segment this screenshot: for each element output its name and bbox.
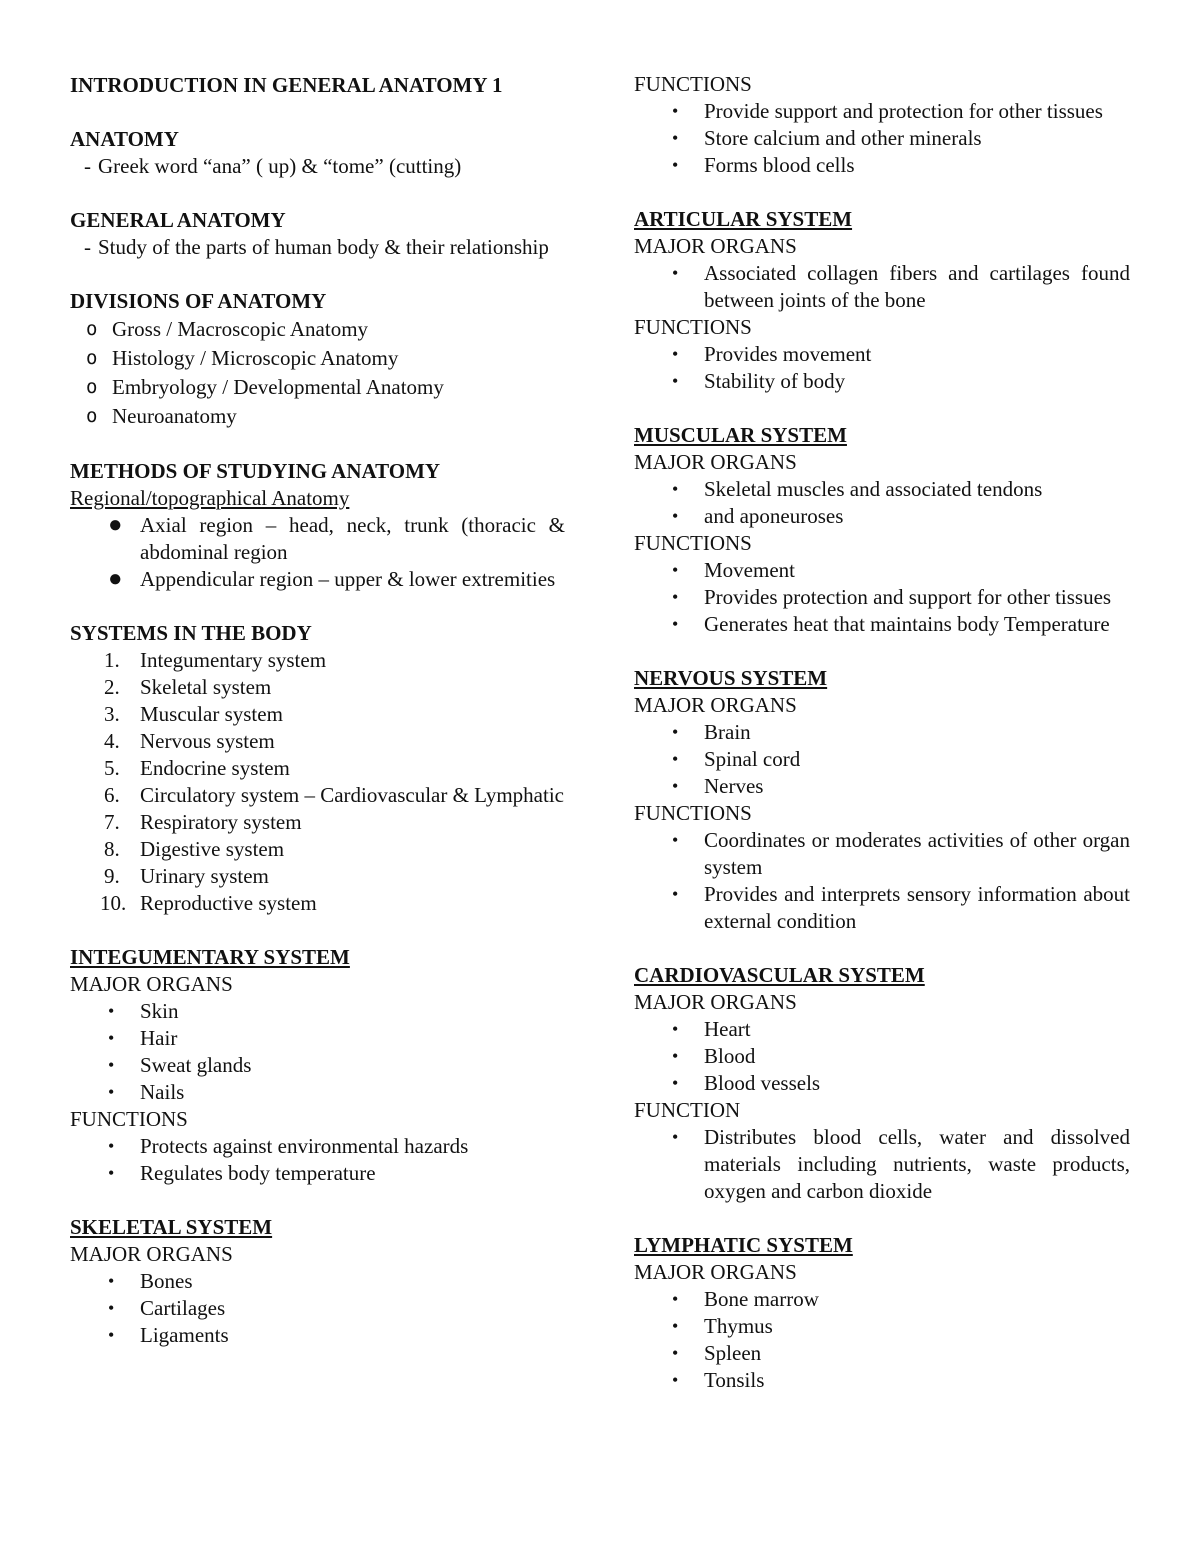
list-item: • Provides movement — [672, 342, 872, 366]
list-item: • Bones — [108, 1269, 193, 1293]
list-item: • Generates heat that maintains body Temperature — [672, 612, 1110, 636]
divisions-heading: DIVISIONS OF ANATOMY — [70, 289, 327, 313]
dash-marker: - — [84, 235, 91, 259]
list-item: • Provides protection and support for other tissues — [672, 585, 1112, 609]
list-item: 1. Integumentary system — [104, 648, 327, 672]
list-item: 6. Circulatory system – Cardiovascular & Lymphatic — [104, 783, 564, 807]
list-item: • Nerves — [672, 774, 764, 798]
list-item: 3. Muscular system — [104, 702, 283, 726]
functions-label: FUNCTIONS — [634, 531, 752, 555]
list-item: 4. Nervous system — [104, 729, 275, 753]
nervous-heading: NERVOUS SYSTEM — [634, 666, 828, 690]
list-item: 8. Digestive system — [104, 837, 285, 861]
systems-heading: SYSTEMS IN THE BODY — [70, 621, 312, 645]
list-item: • Heart — [672, 1017, 751, 1041]
functions-label: FUNCTIONS — [70, 1107, 188, 1131]
list-item: o Embryology / Developmental Anatomy — [70, 373, 565, 402]
circle-marker: o — [86, 318, 98, 340]
list-item: • Protects against environmental hazards — [108, 1134, 469, 1158]
list-item: • Forms blood cells — [672, 153, 855, 177]
list-item: 2. Skeletal system — [104, 675, 272, 699]
methods-subheading: Regional/topographical Anatomy — [70, 486, 350, 510]
list-item: • Ligaments — [108, 1323, 229, 1347]
list-item: • Blood vessels — [672, 1071, 821, 1095]
list-item: 9. Urinary system — [104, 864, 269, 888]
organs-label: MAJOR ORGANS — [634, 693, 797, 717]
list-item: • Associated collagen fibers and cartilages found between joints of the bone — [672, 261, 1130, 312]
anatomy-heading: ANATOMY — [70, 127, 179, 151]
integumentary-heading: INTEGUMENTARY SYSTEM — [70, 945, 350, 969]
circle-marker: o — [86, 376, 98, 398]
list-item: • and aponeuroses — [672, 504, 844, 528]
list-item: • Stability of body — [672, 369, 846, 393]
organs-label: MAJOR ORGANS — [70, 972, 233, 996]
functions-label: FUNCTIONS — [634, 72, 752, 96]
document-title: INTRODUCTION IN GENERAL ANATOMY 1 — [70, 73, 503, 97]
circle-marker: o — [86, 347, 98, 369]
organs-label: MAJOR ORGANS — [634, 234, 797, 258]
lymphatic-heading: LYMPHATIC SYSTEM — [634, 1233, 853, 1257]
muscular-heading: MUSCULAR SYSTEM — [634, 423, 847, 447]
functions-label: FUNCTION — [634, 1098, 741, 1122]
list-item: • Hair — [108, 1026, 178, 1050]
methods-heading: METHODS OF STUDYING ANATOMY — [70, 459, 441, 483]
functions-label: FUNCTIONS — [634, 315, 752, 339]
organs-label: MAJOR ORGANS — [634, 1260, 797, 1284]
list-item: • Skin — [108, 999, 179, 1023]
list-item: • Provides and interprets sensory information about external condition — [672, 882, 1130, 933]
list-item: • Cartilages — [108, 1296, 226, 1320]
list-item: ● Axial region – head, neck, trunk (thoracic & abdominal region — [108, 512, 565, 564]
list-item: • Coordinates or moderates activities of other organ system — [672, 828, 1130, 879]
list-item: • Brain — [672, 720, 751, 744]
list-item: • Skeletal muscles and associated tendons — [672, 477, 1043, 501]
disc-marker: ● — [108, 512, 123, 538]
list-item: o Histology / Microscopic Anatomy — [70, 344, 565, 373]
general-anatomy-heading: GENERAL ANATOMY — [70, 208, 286, 232]
list-item: 7. Respiratory system — [104, 810, 302, 834]
list-item: • Tonsils — [672, 1368, 765, 1392]
list-item: o Neuroanatomy — [70, 402, 565, 431]
list-item: • Distributes blood cells, water and dissolved materials including nutrients, waste products, oxygen and carbon dioxide — [672, 1125, 1130, 1203]
dash-marker: - — [84, 154, 91, 178]
list-item: • Spinal cord — [672, 747, 801, 771]
list-item: 5. Endocrine system — [104, 756, 290, 780]
list-item: • Spleen — [672, 1341, 762, 1365]
list-item: - Study of the parts of human body & their relationship — [84, 235, 549, 259]
organs-label: MAJOR ORGANS — [634, 990, 797, 1014]
list-item: o Gross / Macroscopic Anatomy — [70, 315, 565, 344]
list-item: • Provide support and protection for other tissues — [672, 99, 1103, 123]
organs-label: MAJOR ORGANS — [634, 450, 797, 474]
cardiovascular-heading: CARDIOVASCULAR SYSTEM — [634, 963, 925, 987]
list-item: • Movement — [672, 558, 795, 582]
list-item: • Thymus — [672, 1314, 773, 1338]
disc-marker: ● — [108, 566, 123, 592]
list-item: • Nails — [108, 1080, 185, 1104]
organs-label: MAJOR ORGANS — [70, 1242, 233, 1266]
articular-heading: ARTICULAR SYSTEM — [634, 207, 853, 231]
skeletal-heading: SKELETAL SYSTEM — [70, 1215, 273, 1239]
list-item: • Store calcium and other minerals — [672, 126, 982, 150]
functions-label: FUNCTIONS — [634, 801, 752, 825]
list-item: 10. Reproductive system — [100, 891, 317, 915]
list-item: • Regulates body temperature — [108, 1161, 376, 1185]
list-item: • Blood — [672, 1044, 756, 1068]
list-item: - Greek word “ana” ( up) & “tome” (cutting) — [84, 154, 462, 178]
list-item: • Bone marrow — [672, 1287, 819, 1311]
list-item: • Sweat glands — [108, 1053, 252, 1077]
circle-marker: o — [86, 405, 98, 427]
list-item: ● Appendicular region – upper & lower extremities — [108, 566, 556, 592]
right-column — [634, 71, 1130, 1394]
left-column — [70, 72, 565, 1349]
